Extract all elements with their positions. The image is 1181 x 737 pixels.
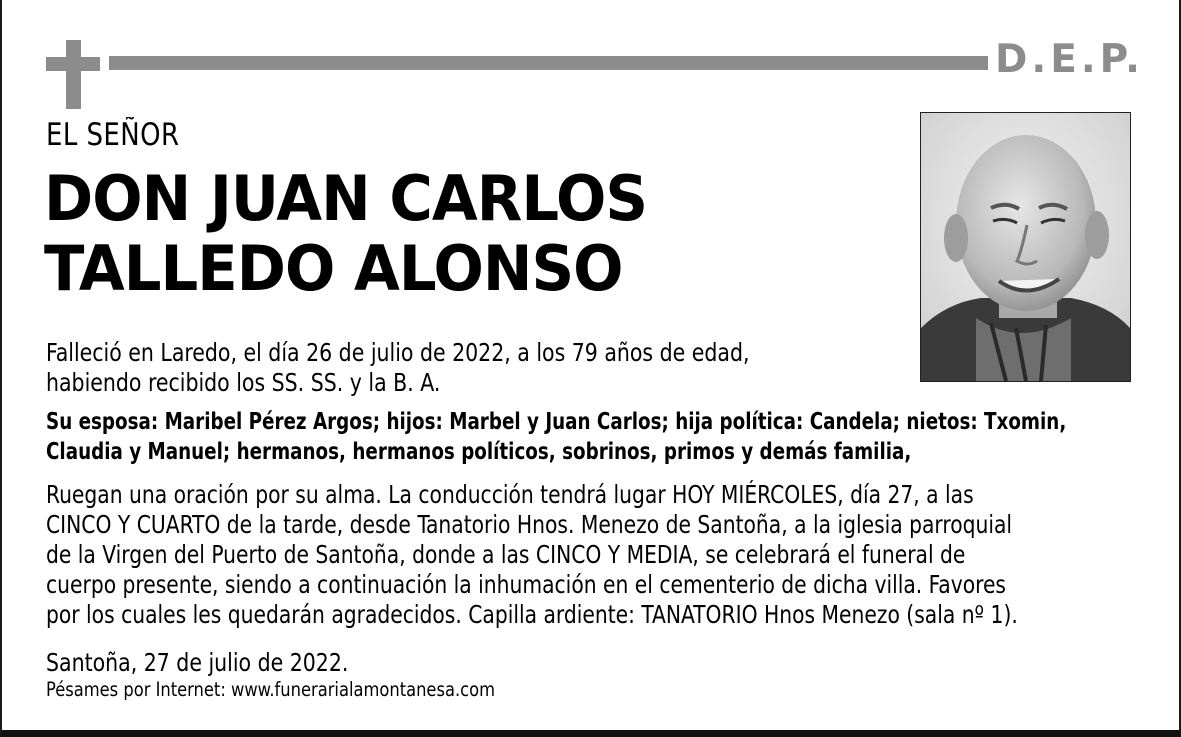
family-list xyxy=(46,407,1066,467)
dep-label: D.E.P. xyxy=(995,37,1144,82)
text-line: cuerpo presente, siendo a continuación la inhumación en el cementerio de dicha villa. Favores xyxy=(46,570,1006,599)
text-line: de la Virgen del Puerto de Santoña, donde a las CINCO Y MEDIA, se celebrará el funeral de xyxy=(46,540,966,569)
text-line: Ruegan una oración por su alma. La conducción tendrá lugar HOY MIÉRCOLES, día 27, a las xyxy=(46,480,974,509)
text-line: Falleció en Laredo, el día 26 de julio de 2022, a los 79 años de edad, xyxy=(46,338,750,367)
cross-icon xyxy=(66,40,81,109)
name-line: TALLEDO ALONSO xyxy=(44,232,623,305)
funeral-details xyxy=(46,480,1018,630)
cross-icon-bar xyxy=(46,57,100,71)
deceased-name xyxy=(44,164,647,304)
condolences-link-text: Pésames por Internet: www.funerarialamontanesa.com xyxy=(46,678,496,701)
portrait-photo xyxy=(920,112,1131,382)
header-rule xyxy=(109,56,988,70)
name-line: DON JUAN CARLOS xyxy=(44,162,648,235)
text-line: Su esposa: Maribel Pérez Argos; hijos: Marbel y Juan Carlos; hija política: Candela; nietos: Txomin, xyxy=(46,409,1067,435)
text-line: Claudia y Manuel; hermanos, hermanos políticos, sobrinos, primos y demás familia, xyxy=(46,439,912,465)
death-notice xyxy=(46,338,749,398)
honorific: EL SEÑOR xyxy=(46,117,180,153)
place-date: Santoña, 27 de julio de 2022. xyxy=(46,648,349,677)
text-line: CINCO Y CUARTO de la tarde, desde Tanatorio Hnos. Menezo de Santoña, a la iglesia parroquial xyxy=(46,510,1013,539)
text-line: habiendo recibido los SS. SS. y la B. A. xyxy=(46,368,441,397)
portrait-image xyxy=(921,113,1130,381)
text-line: por los cuales les quedarán agradecidos. Capilla ardiente: TANATORIO Hnos Menezo (sala nº 1). xyxy=(46,600,1018,629)
